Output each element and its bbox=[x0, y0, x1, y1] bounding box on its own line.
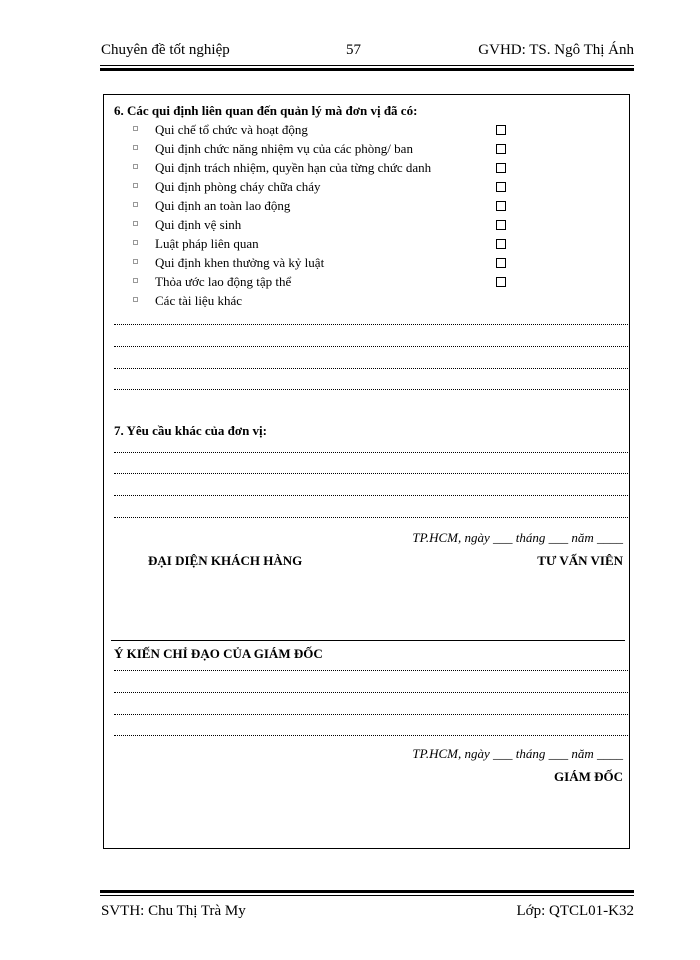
director-label: GIÁM ĐỐC bbox=[554, 769, 623, 784]
list-item-label: Qui định khen thưởng và kỷ luật bbox=[155, 255, 325, 270]
bullet-square-icon bbox=[133, 183, 138, 188]
section-7-title: 7. Yêu cầu khác của đơn vị: bbox=[114, 423, 267, 438]
section-divider bbox=[111, 640, 625, 641]
dotted-fill-line[interactable] bbox=[114, 346, 630, 347]
checkbox[interactable] bbox=[496, 277, 506, 287]
dotted-fill-line[interactable] bbox=[114, 517, 630, 518]
list-item-label: Qui định an toàn lao động bbox=[155, 198, 291, 213]
dotted-fill-line[interactable] bbox=[114, 735, 630, 736]
checkbox[interactable] bbox=[496, 125, 506, 135]
header-rule-thick bbox=[100, 68, 634, 71]
dotted-fill-line[interactable] bbox=[114, 692, 630, 693]
checkbox[interactable] bbox=[496, 239, 506, 249]
dotted-fill-line[interactable] bbox=[114, 368, 630, 369]
dotted-fill-line[interactable] bbox=[114, 389, 630, 390]
checkbox[interactable] bbox=[496, 258, 506, 268]
list-item-label: Qui chế tổ chức và hoạt động bbox=[155, 122, 308, 137]
header-doc-title: Chuyên đề tốt nghiệp bbox=[101, 42, 230, 58]
dotted-fill-line[interactable] bbox=[114, 473, 630, 474]
consultant-label: TƯ VẤN VIÊN bbox=[537, 553, 623, 568]
dotted-fill-line[interactable] bbox=[114, 324, 630, 325]
bullet-square-icon bbox=[133, 202, 138, 207]
bullet-square-icon bbox=[133, 278, 138, 283]
footer-student: SVTH: Chu Thị Trà My bbox=[101, 903, 246, 919]
dotted-fill-line[interactable] bbox=[114, 452, 630, 453]
checkbox[interactable] bbox=[496, 220, 506, 230]
bullet-square-icon bbox=[133, 259, 138, 264]
bullet-square-icon bbox=[133, 145, 138, 150]
footer-rule-thick bbox=[100, 890, 634, 893]
list-item-label: Qui định trách nhiệm, quyền hạn của từng chức danh bbox=[155, 160, 432, 175]
list-item-label: Luật pháp liên quan bbox=[155, 236, 259, 251]
list-item-label: Qui định phòng cháy chữa cháy bbox=[155, 179, 321, 194]
bullet-square-icon bbox=[133, 240, 138, 245]
checkbox[interactable] bbox=[496, 201, 506, 211]
page-number: 57 bbox=[346, 42, 361, 58]
header-rule-thin bbox=[100, 65, 634, 66]
footer-class: Lớp: QTCL01-K32 bbox=[516, 903, 634, 919]
place-date-line: TP.HCM, ngày ___ tháng ___ năm ____ bbox=[412, 530, 623, 545]
list-item-label: Qui định chức năng nhiệm vụ của các phòng/ ban bbox=[155, 141, 413, 156]
list-item-label: Các tài liệu khác bbox=[155, 293, 242, 308]
bullet-square-icon bbox=[133, 297, 138, 302]
checkbox[interactable] bbox=[496, 182, 506, 192]
checkbox[interactable] bbox=[496, 163, 506, 173]
checkbox[interactable] bbox=[496, 144, 506, 154]
list-item-label: Thỏa ước lao động tập thể bbox=[155, 274, 292, 289]
bullet-square-icon bbox=[133, 221, 138, 226]
place-date-line: TP.HCM, ngày ___ tháng ___ năm ____ bbox=[412, 746, 623, 761]
footer-rule-thin bbox=[100, 895, 634, 896]
customer-representative-label: ĐẠI DIỆN KHÁCH HÀNG bbox=[148, 553, 303, 568]
list-item-label: Qui định vệ sinh bbox=[155, 217, 242, 232]
dotted-fill-line[interactable] bbox=[114, 495, 630, 496]
director-opinion-title: Ý KIẾN CHỈ ĐẠO CỦA GIÁM ĐỐC bbox=[114, 646, 323, 661]
bullet-square-icon bbox=[133, 126, 138, 131]
dotted-fill-line[interactable] bbox=[114, 670, 630, 671]
header-advisor: GVHD: TS. Ngô Thị Ánh bbox=[478, 42, 634, 58]
section-6-title: 6. Các qui định liên quan đến quản lý mà đơn vị đã có: bbox=[114, 103, 418, 118]
dotted-fill-line[interactable] bbox=[114, 714, 630, 715]
bullet-square-icon bbox=[133, 164, 138, 169]
